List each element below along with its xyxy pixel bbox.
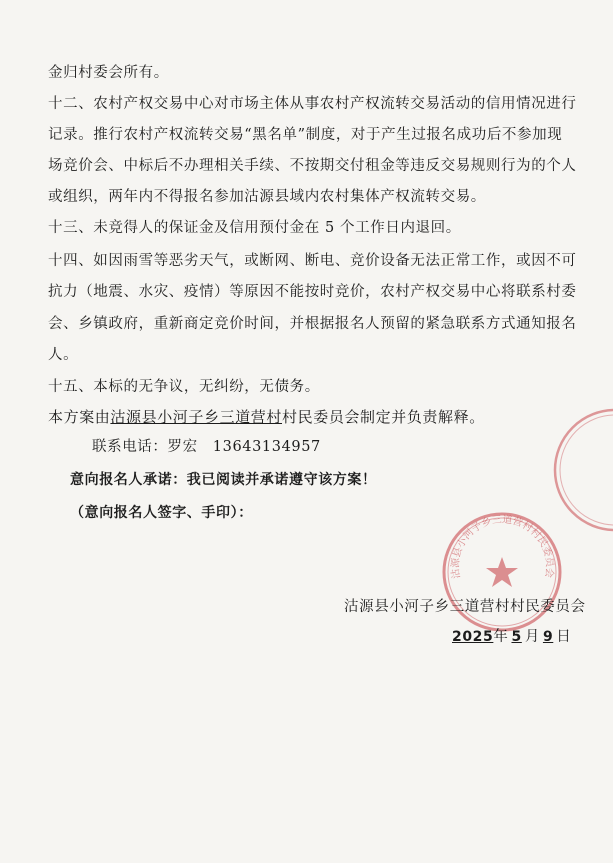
paragraph-line: 十四、如因雨雪等恶劣天气，或断网、断电、竞价设备无法正常工作，或因不可 — [48, 253, 577, 269]
seal-text: 沽源县小河子乡三道营村村民委员会 — [450, 514, 555, 580]
explain-suffix: 村民委员会制定并负责解释。 — [282, 408, 485, 426]
svg-text:沽源县小河子乡三道营村村民委员会 — [448, 512, 556, 579]
explain-organization: 沽源县小河子乡三道营村 — [110, 408, 283, 426]
explain-line — [48, 402, 485, 432]
paragraph-line: 十三、未竞得人的保证金及信用预付金在 5 个工作日内退回。 — [48, 220, 461, 236]
paragraph-line: 会、乡镇政府，重新商定竞价时间，并根据报名人预留的紧急联系方式通知报名 — [48, 316, 577, 332]
paragraph-line: 金归村委会所有。 — [48, 65, 169, 81]
explain-prefix: 本方案由 — [48, 408, 111, 426]
date-day-unit: 日 — [556, 629, 572, 645]
date-line — [452, 622, 571, 652]
paragraph-line: 或组织，两年内不得报名参加沽源县域内农村集体产权流转交易。 — [48, 189, 486, 205]
date-month: 5 — [511, 629, 522, 645]
seal-stamp-partial — [540, 395, 613, 545]
paragraph-line: 场竞价会、中标后不办理相关手续、不按期交付租金等违反交易规则行为的个人 — [48, 158, 577, 174]
paragraph-line: 记录。推行农村产权流转交易“黑名单”制度，对于产生过报名成功后不参加现 — [48, 127, 563, 143]
date-day: 9 — [542, 629, 554, 645]
signature-prompt: （意向报名人签字、手印）： — [70, 505, 253, 521]
paragraph-line: 十五、本标的无争议，无纠纷，无债务。 — [48, 379, 320, 395]
paragraph-line: 十二、农村产权交易中心对市场主体从事农村产权流转交易活动的信用情况进行 — [48, 96, 577, 112]
signer-organization: 沽源县小河子乡三道营村村民委员会 — [344, 599, 586, 615]
date-year-unit: 年 — [493, 629, 509, 645]
paragraph-line: 抗力（地震、水灾、疫情）等原因不能按时竞价，农村产权交易中心将联系村委 — [48, 284, 577, 300]
paragraph-line: 人。 — [48, 347, 79, 363]
commitment-line: 意向报名人承诺：我已阅读并承诺遵守该方案！ — [70, 472, 377, 488]
contact-line: 联系电话：罗宏 13643134957 — [92, 439, 321, 455]
date-month-unit: 月 — [524, 629, 540, 645]
date-year: 2025 — [452, 629, 494, 645]
